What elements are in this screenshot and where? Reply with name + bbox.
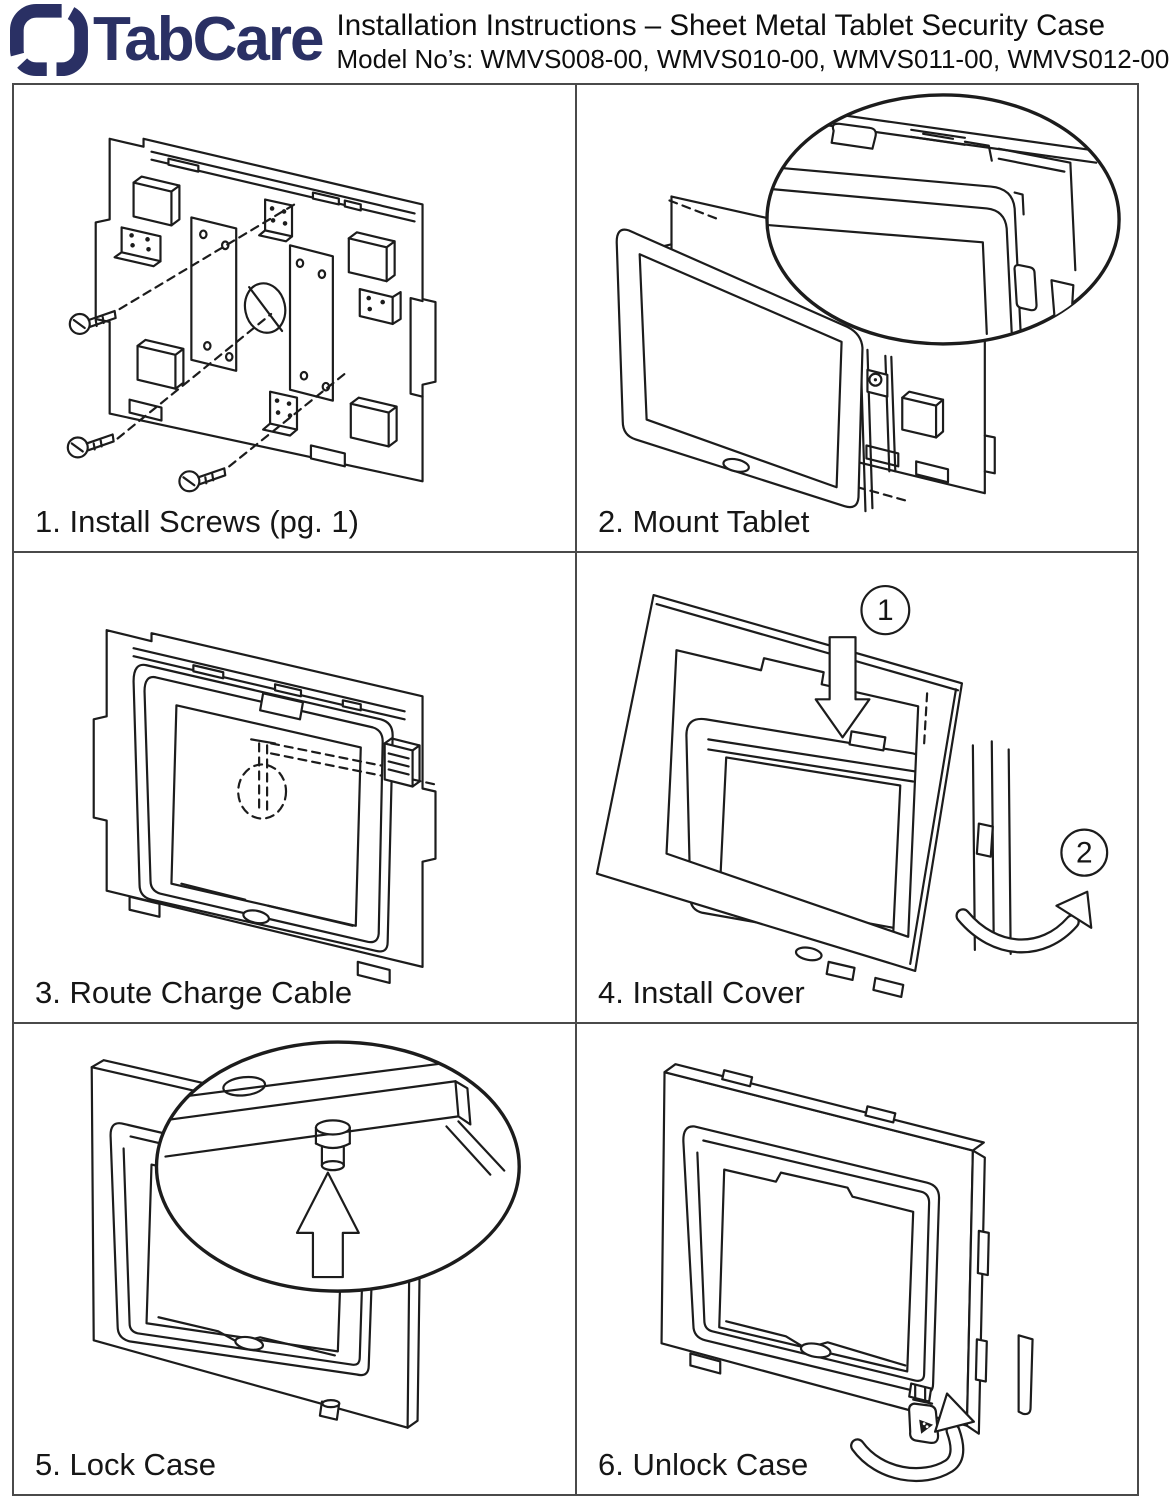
step-caption: 4. Install Cover <box>598 975 805 1010</box>
step-panel-mount-tablet <box>577 85 1137 553</box>
document-title: Installation Instructions – Sheet Metal Tablet Security Case <box>336 9 1105 42</box>
install-cover-illustration <box>577 553 1137 1022</box>
title-block <box>337 2 1170 74</box>
step4-badge-2: 2 <box>1075 836 1093 870</box>
step-panel-route-charge-cable <box>14 553 577 1024</box>
tabcare-logo <box>6 2 323 78</box>
brand-name: TabCare <box>93 5 323 74</box>
mount-tablet-illustration <box>577 85 1137 551</box>
header <box>6 2 1174 82</box>
model-numbers: Model No’s: WMVS008-00, WMVS010-00, WMVS011-00, WMVS012-00 <box>336 43 1170 74</box>
install-screws-illustration <box>14 85 575 551</box>
tabcare-logo-icon <box>6 2 90 78</box>
unlock-case-illustration <box>577 1024 1137 1494</box>
step-caption: 5. Lock Case <box>35 1447 216 1482</box>
step-panel-unlock-case <box>577 1024 1137 1494</box>
step-caption: 1. Install Screws (pg. 1) <box>35 504 359 539</box>
instruction-grid <box>12 83 1139 1496</box>
step4-badge-1: 1 <box>877 594 894 628</box>
step-panel-install-cover <box>577 553 1137 1024</box>
step-caption: 3. Route Charge Cable <box>35 975 353 1010</box>
step-panel-install-screws <box>14 85 577 553</box>
step-caption: 2. Mount Tablet <box>598 504 810 539</box>
step-panel-lock-case <box>14 1024 577 1494</box>
lock-case-illustration <box>14 1024 575 1494</box>
step-caption: 6. Unlock Case <box>598 1447 809 1482</box>
route-charge-cable-illustration <box>14 553 575 1022</box>
